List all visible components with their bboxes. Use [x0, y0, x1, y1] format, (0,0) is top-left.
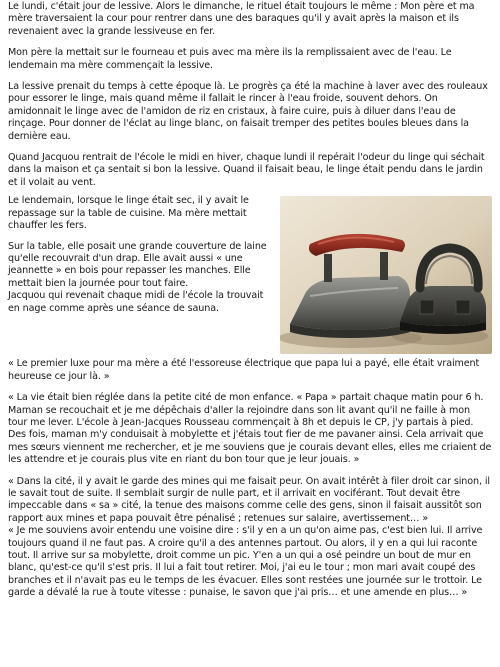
paragraph-epoque: La lessive prenait du temps à cette époque là. Le progrès ça été la machine à laver avec des rouleaux pour essorer le linge, mais quand même il fallait le rincer à l'eau froide, souvent dehors. On amidonnait le linge avec de l'amidon de riz en cristaux, à faire cuire, puis à diluer dans l'eau de rinçage. Pour donner de l'éclat au linge blanc, on faisait tremper des petites boules bleues dans la dernière eau.	[8, 81, 488, 142]
paragraph-repassage: Le lendemain, lorsque le linge était sec, il y avait le repassage sur la table de cuisine. Ma mère mettait chauffer les fers.	[8, 195, 249, 232]
paragraph-sauna: Jacquou qui revenait chaque midi de l'école la trouvait en nage comme après une séance de sauna.	[8, 290, 264, 314]
paragraph-fourneau: Mon père la mettait sur le fourneau et puis avec ma mère ils la remplissaient avec de l'eau. Le lendemain ma mère commençait la lessive.	[8, 47, 452, 71]
paragraph-garde-mines: « Dans la cité, il y avait le garde des mines qui me faisait peur. On avait intérêt à filer droit car sinon, il le savait tout de suite. Il semblait surgir de nulle part, et il arrivait en vociférant. Tout devait être impeccable dans « sa » cité, la tenue des maisons comme celle des gens, sinon il faisait aussitôt son rapport aux mines et papa pouvait être pénalisé ; retenues sur salaire, avertissement… »	[8, 475, 490, 524]
paragraph-cite-enfance: « La vie était bien réglée dans la petite cité de mon enfance. « Papa » partait chaque matin pour 6 h. Maman se recouchait et je me dépêchais d'aller la rejoindre dans son lit avant qu'il ne faille à mon tour me lever. L'école à Jean-Jacques Rousseau commençait à 8h et depuis le CP, j'y partais à pied. Des fois, maman m'y conduisait à mobylette et j'étais tout fier de me pavaner ainsi. Cela arrivait que mes sœurs viennent me rechercher, et je me souviens que je courais devant elles, elles me criaient de les attendre et je courais plus vite en riant du bon tour que je leur jouais. »	[8, 392, 492, 466]
paragraph-odeur-linge: Quand Jacquou rentrait de l'école le midi en hiver, chaque lundi il repérait l'odeur du linge qui séchait dans la maison et ça sentait si bon la lessive. Quand il faisait beau, le linge était pendu dans le jardin et il volait au vent.	[8, 152, 485, 188]
irons-photo	[280, 196, 492, 354]
paragraph-voisine: « Je me souviens avoir entendu une voisine dire : s'il y en a un qu'on aime pas, c'est bien lui. Il arrive toujours quand il ne faut pas. A croire qu'il a des antennes partout. Ou alors, il y en a qui lui raconte tout. Il arrive sur sa mobylette, droit comme un pic. Y'en a un qui a osé peindre un bout de mur en blanc, qu'est-ce qu'il s'est pris. Il lui a fait tout retirer. Moi, j'ai eu le tour ; mon mari avait coupé des branches et il n'avait pas eu le temps de les évacuer. Elles sont restées une journée sur le trottoir. Le garde a dévalé la rue à toute vitesse : punaise, le savon que j'ai pris… et une amende en plus… »	[8, 525, 483, 599]
irons-photo-illustration	[280, 196, 492, 354]
paragraph-essoreuse: « Le premier luxe pour ma mère a été l'essoreuse électrique que papa lui a payé, elle était vraiment heureuse ce jour là. »	[8, 358, 480, 382]
paragraph-lessive-dimanche: Le lundi, c'était jour de lessive. Alors le dimanche, le rituel était toujours le même : Mon père et ma mère traversaient la cour pour rentrer dans une des baraques qu'il y avait après la maison et ils revenaient avec la grande lessiveuse en fer.	[8, 1, 475, 37]
paragraph-couverture: Sur la table, elle posait une grande couverture de laine qu'elle recouvrait d'un drap. Elle avait aussi « une jeannette » en bois pour repasser les manches. Elle mettait bien la journée pour tout faire.	[8, 240, 267, 289]
